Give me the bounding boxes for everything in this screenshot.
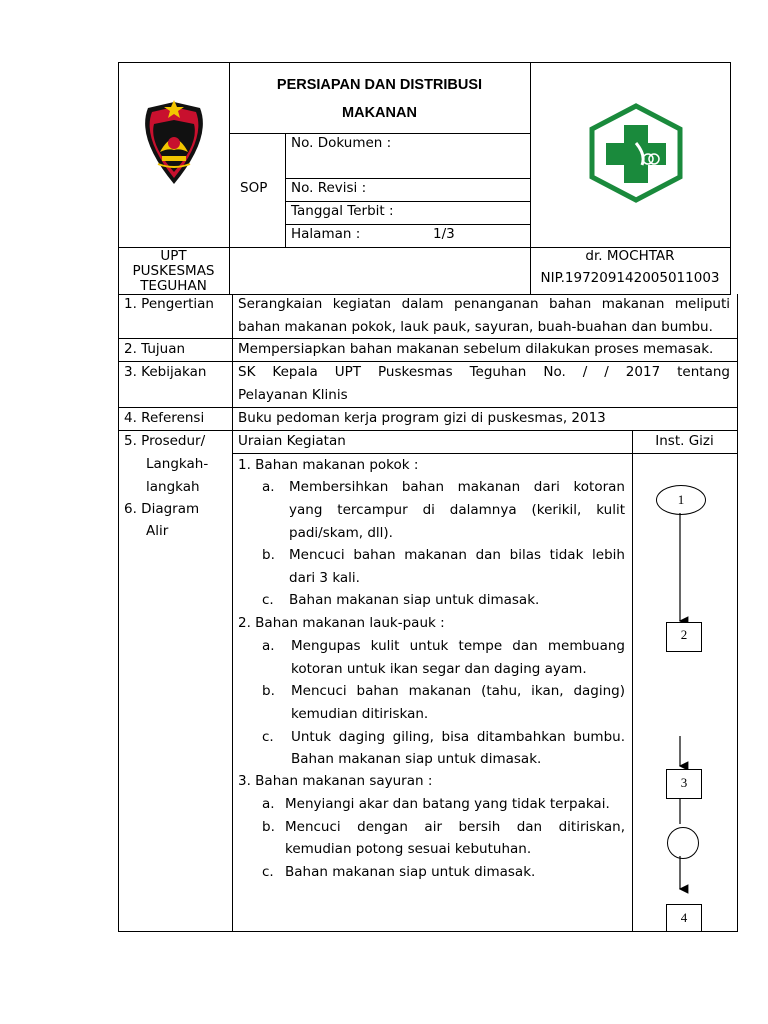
step-1c-line1: Bahan makanan siap untuk dimasak. — [289, 592, 540, 608]
section-2-title: 2. Bahan makanan lauk-pauk : — [238, 615, 445, 631]
step-2a-line1: Mengupas kulit untuk tempe dan membuang — [291, 638, 625, 654]
step-3b-line2: kemudian potong sesuai kebutuhan. — [285, 841, 532, 857]
step-marker: c. — [262, 592, 274, 608]
kebijakan-label: 3. Kebijakan — [124, 364, 207, 380]
upt-label: UPT — [160, 248, 187, 264]
teguhan-label: TEGUHAN — [140, 278, 207, 294]
puskesmas-label: PUSKESMAS — [132, 263, 215, 279]
revision-label: No. Revisi : — [291, 180, 367, 196]
kebijakan-text-2: Pelayanan Klinis — [238, 387, 348, 403]
step-marker: b. — [262, 547, 275, 563]
uraian-header: Uraian Kegiatan — [238, 433, 346, 449]
document-title-line1: PERSIAPAN DAN DISTRIBUSI — [276, 77, 483, 93]
kebijakan-text-1: SK Kepala UPT Puskesmas Teguhan No. / / 2017 tentang — [238, 364, 730, 380]
flow-node-3 — [666, 769, 702, 799]
page-value: 1/3 — [433, 226, 455, 242]
step-1a-line2: yang tercampur di dalamnya (kerikil, kulit — [289, 502, 625, 518]
step-3a-line1: Menyiangi akar dan batang yang tidak terpakai. — [285, 796, 610, 812]
prosedur-label-2: Langkah- — [146, 456, 209, 472]
flow-node-1 — [656, 485, 706, 515]
pengertian-text-2: bahan makanan pokok, lauk pauk, sayuran, buah-buahan dan bumbu. — [238, 319, 713, 335]
step-1b-line2: dari 3 kali. — [289, 570, 360, 586]
flow-node-1-label: 1 — [677, 492, 685, 507]
step-marker: b. — [262, 683, 275, 699]
step-marker: b. — [262, 819, 275, 835]
section-1-title: 1. Bahan makanan pokok : — [238, 457, 419, 473]
step-marker: a. — [262, 638, 275, 654]
step-2a-line2: kotoran untuk ikan segar dan daging ayam. — [291, 661, 587, 677]
section-3-title: 3. Bahan makanan sayuran : — [238, 773, 433, 789]
step-marker: a. — [262, 479, 275, 495]
flow-node-4-label: 4 — [680, 910, 688, 925]
step-1a-line1: Membersihkan bahan makanan dari kotoran — [289, 479, 625, 495]
pengertian-text-1: Serangkaian kegiatan dalam penanganan bahan makanan meliputi — [238, 296, 730, 312]
inst-gizi-header: Inst. Gizi — [655, 433, 714, 449]
document-title-line2: MAKANAN — [342, 105, 417, 121]
flow-node-3-label: 3 — [680, 775, 688, 790]
flow-node-2-label: 2 — [680, 627, 688, 642]
issue-date-label: Tanggal Terbit : — [291, 203, 394, 219]
flow-decision-circle — [667, 827, 699, 859]
page-label: Halaman : — [291, 226, 361, 242]
sop-label: SOP — [240, 180, 268, 196]
referensi-text: Buku pedoman kerja program gizi di puskesmas, 2013 — [238, 410, 606, 426]
flow-node-2 — [666, 622, 702, 652]
step-2c-line2: Bahan makanan siap untuk dimasak. — [291, 751, 542, 767]
step-marker: c. — [262, 729, 274, 745]
prosedur-label-3: langkah — [146, 479, 200, 495]
flow-node-4 — [666, 904, 702, 932]
step-marker: c. — [262, 864, 274, 880]
tujuan-text: Mempersiapkan bahan makanan sebelum dilakukan proses memasak. — [238, 341, 714, 357]
diagram-label-2: Alir — [146, 523, 169, 539]
puskesmas-logo — [586, 103, 686, 203]
doctor-name: dr. MOCHTAR — [585, 248, 675, 264]
tujuan-label: 2. Tujuan — [124, 341, 186, 357]
referensi-label: 4. Referensi — [124, 410, 205, 426]
prosedur-label: 5. Prosedur/ — [124, 433, 206, 449]
doc-number-label: No. Dokumen : — [291, 135, 392, 151]
step-marker: a. — [262, 796, 275, 812]
doctor-nip: NIP.197209142005011003 — [540, 270, 720, 286]
step-3b-line1: Mencuci dengan air bersih dan ditiriskan, — [285, 819, 625, 835]
step-1b-line1: Mencuci bahan makanan dan bilas tidak lebih — [289, 547, 625, 563]
step-2b-line2: kemudian ditiriskan. — [291, 706, 429, 722]
step-2c-line1: Untuk daging giling, bisa ditambahkan bumbu. — [291, 729, 625, 745]
flow-connectors — [632, 453, 737, 931]
diagram-label: 6. Diagram — [124, 501, 200, 517]
step-3c-line1: Bahan makanan siap untuk dimasak. — [285, 864, 536, 880]
step-1a-line3: padi/skam, dll). — [289, 525, 393, 541]
municipality-emblem — [134, 98, 214, 186]
pengertian-label: 1. Pengertian — [124, 296, 214, 312]
step-2b-line1: Mencuci bahan makanan (tahu, ikan, daging) — [291, 683, 625, 699]
